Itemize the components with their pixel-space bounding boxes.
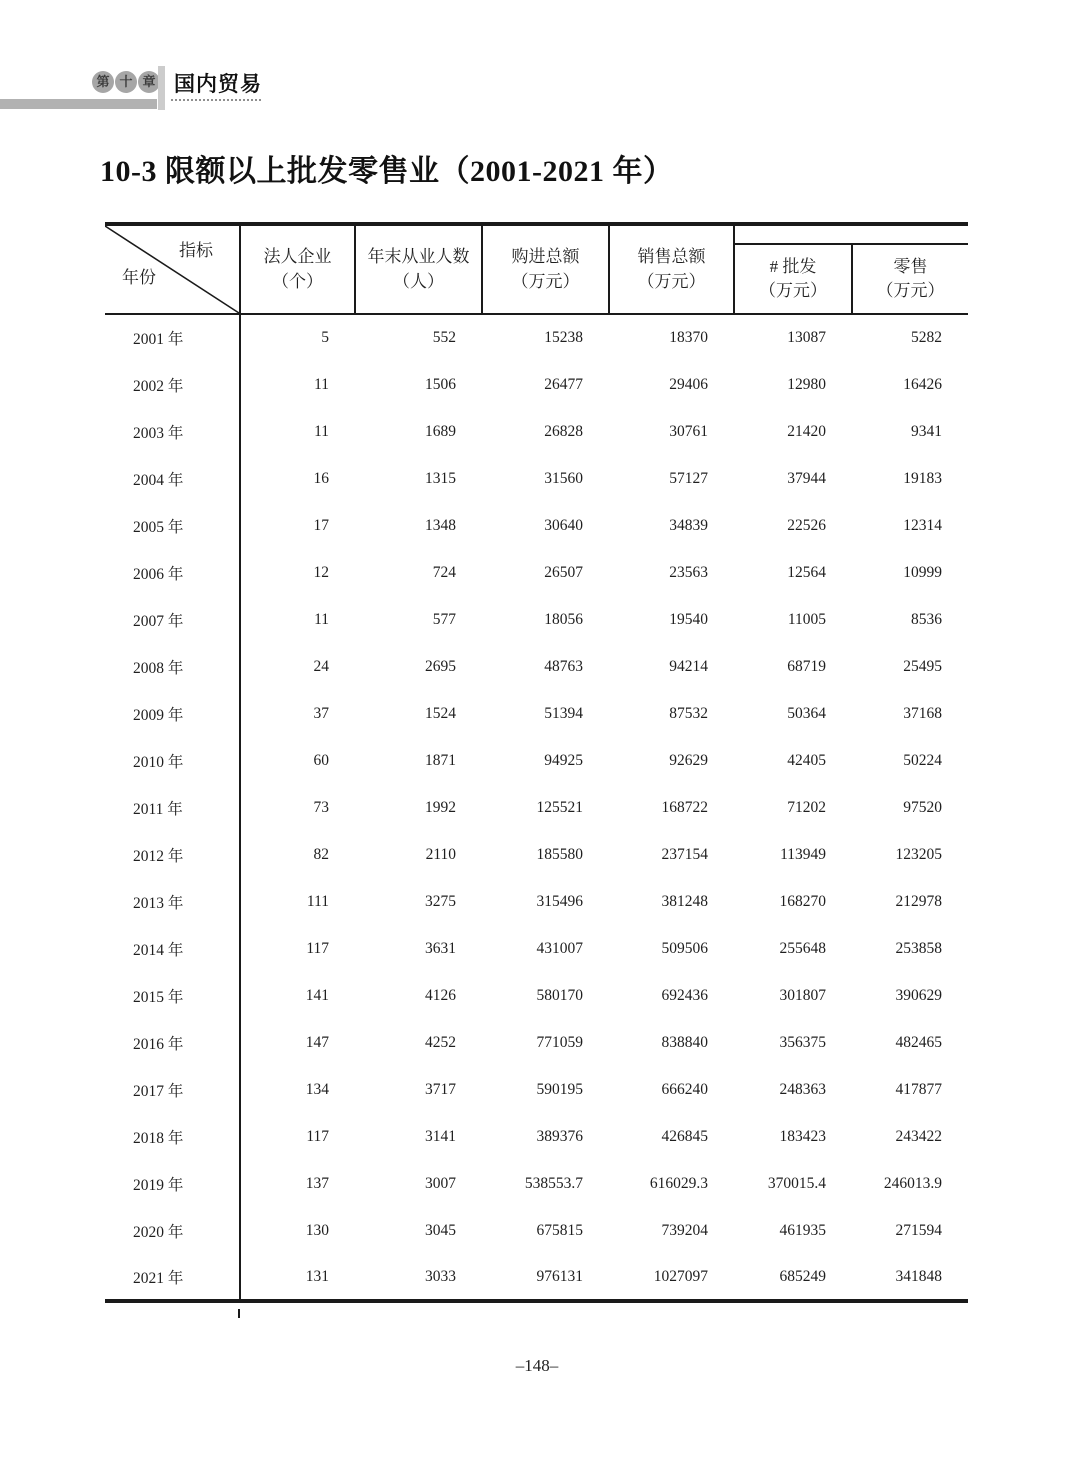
value-cell: 1992 [425, 798, 456, 816]
value-cell: 4252 [425, 1033, 456, 1051]
value-cell: 183423 [779, 1127, 826, 1145]
data-table-wrap [105, 222, 968, 1303]
year-cell: 2013 年 [105, 878, 240, 925]
value-cell: 426845 [661, 1127, 708, 1145]
value-cell: 131 [305, 1267, 329, 1285]
table-row [105, 1066, 968, 1113]
value-cell: 9341 [911, 422, 942, 440]
header-row-main [105, 224, 968, 244]
page-number: –148– [515, 1356, 559, 1375]
value-cell: 16 [313, 469, 329, 487]
year-cell: 2017 年 [105, 1066, 240, 1113]
value-cell: 2695 [425, 657, 456, 675]
value-cell: 692436 [661, 986, 708, 1004]
data-table [105, 222, 968, 1303]
value-cell: 5282 [852, 314, 968, 361]
value-cell: 389376 [536, 1127, 583, 1145]
year-cell: 2011 年 [105, 784, 240, 831]
value-cell: 3631 [425, 939, 456, 957]
value-cell: 11005 [787, 610, 826, 628]
value-cell: 301807 [779, 986, 826, 1004]
year-cell: 2021 年 [105, 1254, 240, 1301]
table-body [105, 314, 968, 1301]
col-header-text: 法人企业 [263, 246, 332, 266]
chapter-badge-char: 章 [138, 71, 160, 93]
value-cell: 24 [313, 657, 329, 675]
col-header-unit: （万元） [511, 271, 580, 291]
value-cell: 482465 [895, 1033, 942, 1051]
value-cell: 2110 [425, 845, 456, 863]
table-row [105, 502, 968, 549]
value-cell: 92629 [669, 751, 708, 769]
value-cell: 1348 [425, 516, 456, 534]
value-cell: 16426 [903, 375, 942, 393]
year-cell: 2007 年 [105, 596, 240, 643]
value-cell: 253858 [895, 939, 942, 957]
table-tail-line [238, 1309, 240, 1318]
value-cell: 1027097 [653, 1267, 708, 1285]
value-cell: 11 [314, 422, 329, 440]
value-cell: 48763 [544, 657, 583, 675]
value-cell: 18370 [609, 314, 734, 361]
value-cell: 616029.3 [649, 1174, 708, 1192]
value-cell: 50224 [903, 751, 942, 769]
table-row [105, 737, 968, 784]
value-cell: 125521 [536, 798, 583, 816]
page-title: 10-3 限额以上批发零售业（2001-2021 年） [100, 155, 674, 188]
value-cell: 82 [313, 845, 329, 863]
year-cell: 2014 年 [105, 925, 240, 972]
value-cell: 271594 [895, 1221, 942, 1239]
year-cell: 2019 年 [105, 1160, 240, 1207]
value-cell: 23563 [669, 563, 708, 581]
value-cell: 3141 [425, 1127, 456, 1145]
value-cell: 68719 [787, 657, 826, 675]
table-row [105, 831, 968, 878]
table-row [105, 596, 968, 643]
table-row [105, 643, 968, 690]
table-row [105, 361, 968, 408]
value-cell: 212978 [895, 892, 942, 910]
value-cell: 26828 [544, 422, 583, 440]
value-cell: 12314 [903, 516, 942, 534]
value-cell: 248363 [779, 1080, 826, 1098]
table-row [105, 1019, 968, 1066]
value-cell: 97520 [903, 798, 942, 816]
value-cell: 30761 [669, 422, 708, 440]
value-cell: 3275 [425, 892, 456, 910]
value-cell: 71202 [787, 798, 826, 816]
value-cell: 37944 [787, 469, 826, 487]
value-cell: 15238 [482, 314, 609, 361]
table-row [105, 690, 968, 737]
value-cell: 666240 [661, 1080, 708, 1098]
table-row [105, 314, 968, 361]
value-cell: 538553.7 [524, 1174, 583, 1192]
value-cell: 255648 [779, 939, 826, 957]
value-cell: 356375 [779, 1033, 826, 1051]
chapter-badge-divider [158, 66, 165, 110]
col-header-wholesale [734, 244, 852, 314]
value-cell: 26507 [544, 563, 583, 581]
value-cell: 37 [313, 704, 329, 722]
value-cell: 1524 [425, 704, 456, 722]
value-cell: 431007 [536, 939, 583, 957]
value-cell: 50364 [787, 704, 826, 722]
value-cell: 168270 [779, 892, 826, 910]
year-cell: 2004 年 [105, 455, 240, 502]
value-cell: 838840 [661, 1033, 708, 1051]
value-cell: 25495 [903, 657, 942, 675]
year-cell: 2008 年 [105, 643, 240, 690]
year-cell: 2005 年 [105, 502, 240, 549]
table-row [105, 549, 968, 596]
value-cell: 315496 [536, 892, 583, 910]
value-cell: 1315 [425, 469, 456, 487]
value-cell: 57127 [669, 469, 708, 487]
value-cell: 130 [305, 1221, 329, 1239]
value-cell: 976131 [536, 1267, 583, 1285]
chapter-badge-char: 第 [92, 71, 114, 93]
value-cell: 577 [432, 610, 456, 628]
value-cell: 461935 [779, 1221, 826, 1239]
value-cell: 3007 [425, 1174, 456, 1192]
year-cell: 2002 年 [105, 361, 240, 408]
value-cell: 11 [314, 375, 329, 393]
value-cell: 73 [313, 798, 329, 816]
year-cell: 2016 年 [105, 1019, 240, 1066]
value-cell: 12 [313, 563, 329, 581]
value-cell: 3045 [425, 1221, 456, 1239]
corner-label-indicator: 指标 [179, 241, 213, 260]
table-row [105, 1207, 968, 1254]
value-cell: 1506 [425, 375, 456, 393]
value-cell: 590195 [536, 1080, 583, 1098]
value-cell: 185580 [536, 845, 583, 863]
value-cell: 12980 [787, 375, 826, 393]
year-cell: 2009 年 [105, 690, 240, 737]
year-cell: 2010 年 [105, 737, 240, 784]
value-cell: 685249 [779, 1267, 826, 1285]
col-header-unit: （人） [393, 271, 444, 291]
col-header-unit: （万元） [637, 271, 706, 291]
value-cell: 22526 [787, 516, 826, 534]
col-header-unit: （万元） [876, 281, 945, 301]
value-cell: 147 [305, 1033, 329, 1051]
value-cell: 8536 [911, 610, 942, 628]
value-cell: 17 [313, 516, 329, 534]
table-row [105, 455, 968, 502]
col-header-text: 零售 [893, 256, 928, 276]
value-cell: 246013.9 [883, 1174, 942, 1192]
col-header-employees [355, 224, 482, 314]
value-cell: 19540 [669, 610, 708, 628]
chapter-title: 国内贸易 [174, 72, 262, 96]
value-cell: 509506 [661, 939, 708, 957]
corner-header-cell [105, 224, 240, 314]
col-header-retail [852, 244, 968, 314]
value-cell: 19183 [903, 469, 942, 487]
value-cell: 771059 [536, 1033, 583, 1051]
value-cell: 94214 [669, 657, 708, 675]
value-cell: 390629 [895, 986, 942, 1004]
value-cell: 580170 [536, 986, 583, 1004]
value-cell: 11 [314, 610, 329, 628]
chapter-header-bar [0, 99, 157, 109]
value-cell: 1871 [425, 751, 456, 769]
value-cell: 739204 [661, 1221, 708, 1239]
value-cell: 113949 [780, 845, 826, 863]
value-cell: 26477 [544, 375, 583, 393]
table-row [105, 408, 968, 455]
year-cell: 2006 年 [105, 549, 240, 596]
value-cell: 417877 [895, 1080, 942, 1098]
table-row [105, 784, 968, 831]
value-cell: 13087 [734, 314, 852, 361]
value-cell: 94925 [544, 751, 583, 769]
value-cell: 3033 [425, 1267, 456, 1285]
value-cell: 51394 [544, 704, 583, 722]
col-header-group [734, 224, 968, 244]
value-cell: 5 [240, 314, 355, 361]
value-cell: 134 [305, 1080, 329, 1098]
year-cell: 2012 年 [105, 831, 240, 878]
value-cell: 1689 [425, 422, 456, 440]
value-cell: 675815 [536, 1221, 583, 1239]
value-cell: 237154 [661, 845, 708, 863]
value-cell: 34839 [669, 516, 708, 534]
table-row [105, 1160, 968, 1207]
col-header-legal-entities [240, 224, 355, 314]
col-header-purchases [482, 224, 609, 314]
col-header-unit: （万元） [759, 281, 827, 301]
value-cell: 4126 [425, 986, 456, 1004]
value-cell: 12564 [787, 563, 826, 581]
value-cell: 42405 [787, 751, 826, 769]
table-row [105, 925, 968, 972]
year-cell: 2003 年 [105, 408, 240, 455]
col-header-sales [609, 224, 734, 314]
value-cell: 111 [306, 892, 329, 910]
value-cell: 21420 [787, 422, 826, 440]
value-cell: 117 [306, 1127, 329, 1145]
value-cell: 10999 [903, 563, 942, 581]
value-cell: 552 [355, 314, 482, 361]
value-cell: 117 [306, 939, 329, 957]
table-row [105, 1254, 968, 1301]
value-cell: 370015.4 [767, 1174, 826, 1192]
value-cell: 137 [305, 1174, 329, 1192]
value-cell: 29406 [669, 375, 708, 393]
value-cell: 724 [432, 563, 456, 581]
value-cell: 37168 [903, 704, 942, 722]
chapter-badge [92, 71, 160, 93]
col-header-text: 年末从业人数 [367, 246, 470, 266]
value-cell: 18056 [544, 610, 583, 628]
value-cell: 381248 [661, 892, 708, 910]
chapter-badge-char: 十 [115, 71, 137, 93]
col-header-text: # 批发 [769, 256, 817, 276]
year-cell: 2020 年 [105, 1207, 240, 1254]
year-cell: 2018 年 [105, 1113, 240, 1160]
year-cell: 2015 年 [105, 972, 240, 1019]
value-cell: 341848 [895, 1267, 942, 1285]
value-cell: 141 [305, 986, 329, 1004]
value-cell: 123205 [895, 845, 942, 863]
corner-label-year: 年份 [122, 268, 156, 288]
chapter-title-underline [171, 99, 261, 101]
value-cell: 87532 [669, 704, 708, 722]
value-cell: 243422 [895, 1127, 942, 1145]
table-row [105, 972, 968, 1019]
value-cell: 60 [313, 751, 329, 769]
value-cell: 31560 [544, 469, 583, 487]
col-header-text: 购进总额 [511, 246, 580, 266]
col-header-text: 销售总额 [637, 246, 706, 266]
table-row [105, 878, 968, 925]
value-cell: 3717 [425, 1080, 456, 1098]
year-cell: 2001 年 [105, 314, 240, 361]
value-cell: 30640 [544, 516, 583, 534]
table-row [105, 1113, 968, 1160]
value-cell: 168722 [661, 798, 708, 816]
col-header-unit: （个） [272, 271, 323, 291]
